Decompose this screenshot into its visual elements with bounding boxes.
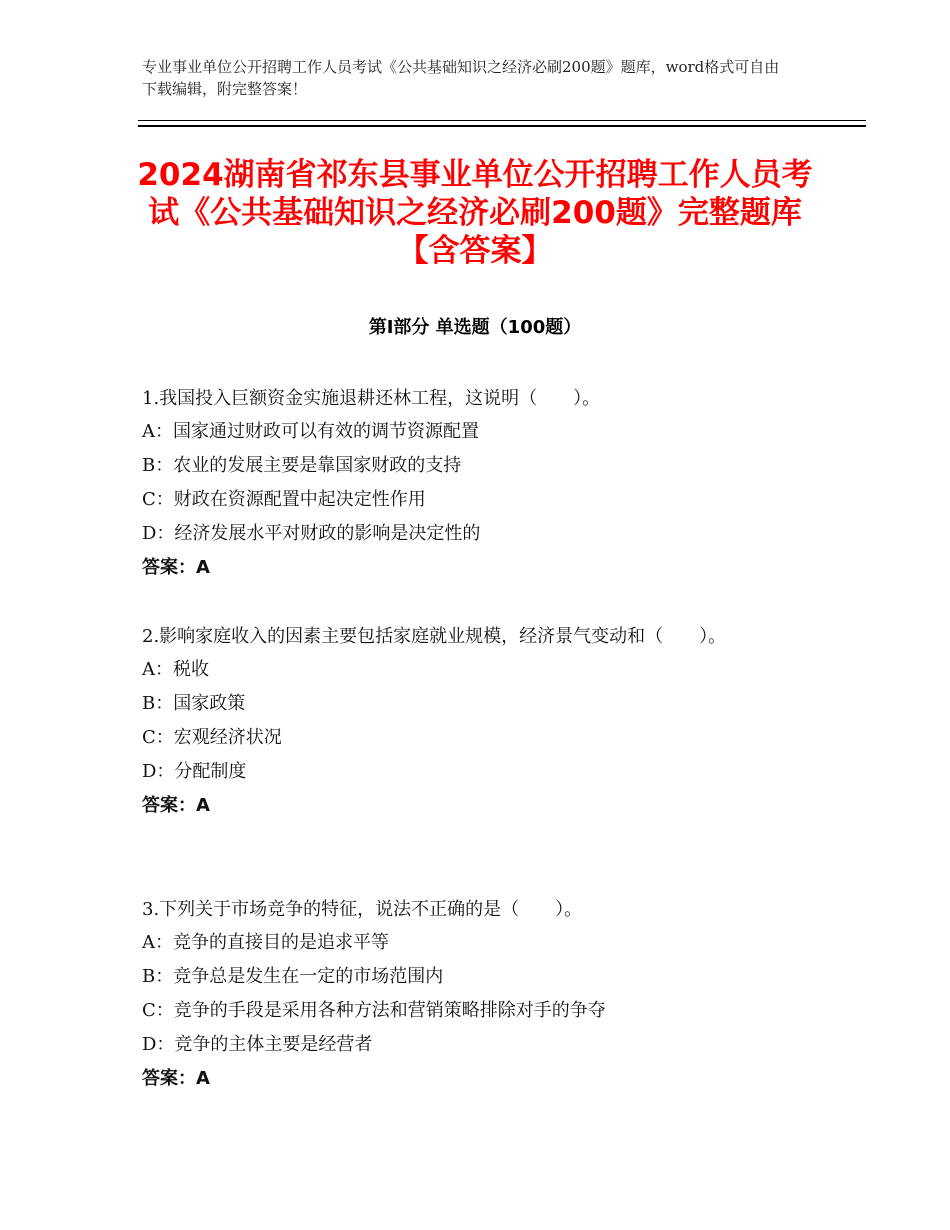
answer-label: 答案：A [142, 1068, 210, 1089]
option-c: C：财政在资源配置中起决定性作用 [142, 489, 426, 510]
question-stem: 2.影响家庭收入的因素主要包括家庭就业规模，经济景气变动和（ ）。 [142, 626, 727, 647]
question-item [142, 893, 782, 1096]
option-b: B：国家政策 [142, 693, 246, 714]
option-d: D：竞争的主体主要是经营者 [142, 1034, 373, 1055]
question-item [142, 620, 782, 823]
option-a: A：国家通过财政可以有效的调节资源配置 [142, 421, 479, 442]
question-item [142, 382, 782, 585]
answer-label: 答案：A [142, 557, 210, 578]
question-stem: 1.我国投入巨额资金实施退耕还林工程，这说明（ ）。 [142, 388, 601, 409]
header-note: 专业事业单位公开招聘工作人员考试《公共基础知识之经济必刷200题》题库，word格式可自由下载编辑，附完整答案！ [142, 58, 780, 98]
option-c: C：竞争的手段是采用各种方法和营销策略排除对手的争夺 [142, 1000, 606, 1021]
option-d: D：经济发展水平对财政的影响是决定性的 [142, 523, 481, 544]
document-title: 2024湖南省祁东县事业单位公开招聘工作人员考试《公共基础知识之经济必刷200题》完整题库【含答案】 [137, 157, 813, 269]
answer-label: 答案：A [142, 795, 210, 816]
section-heading: 第Ⅰ部分 单选题（100题） [368, 317, 582, 338]
option-a: A：竞争的直接目的是追求平等 [142, 932, 389, 953]
question-stem: 3.下列关于市场竞争的特征，说法不正确的是（ ）。 [142, 899, 583, 920]
option-b: B：农业的发展主要是靠国家财政的支持 [142, 455, 462, 476]
option-d: D：分配制度 [142, 761, 247, 782]
option-b: B：竞争总是发生在一定的市场范围内 [142, 966, 444, 987]
option-c: C：宏观经济状况 [142, 727, 282, 748]
option-a: A：税收 [142, 659, 209, 680]
header-divider [138, 120, 866, 127]
